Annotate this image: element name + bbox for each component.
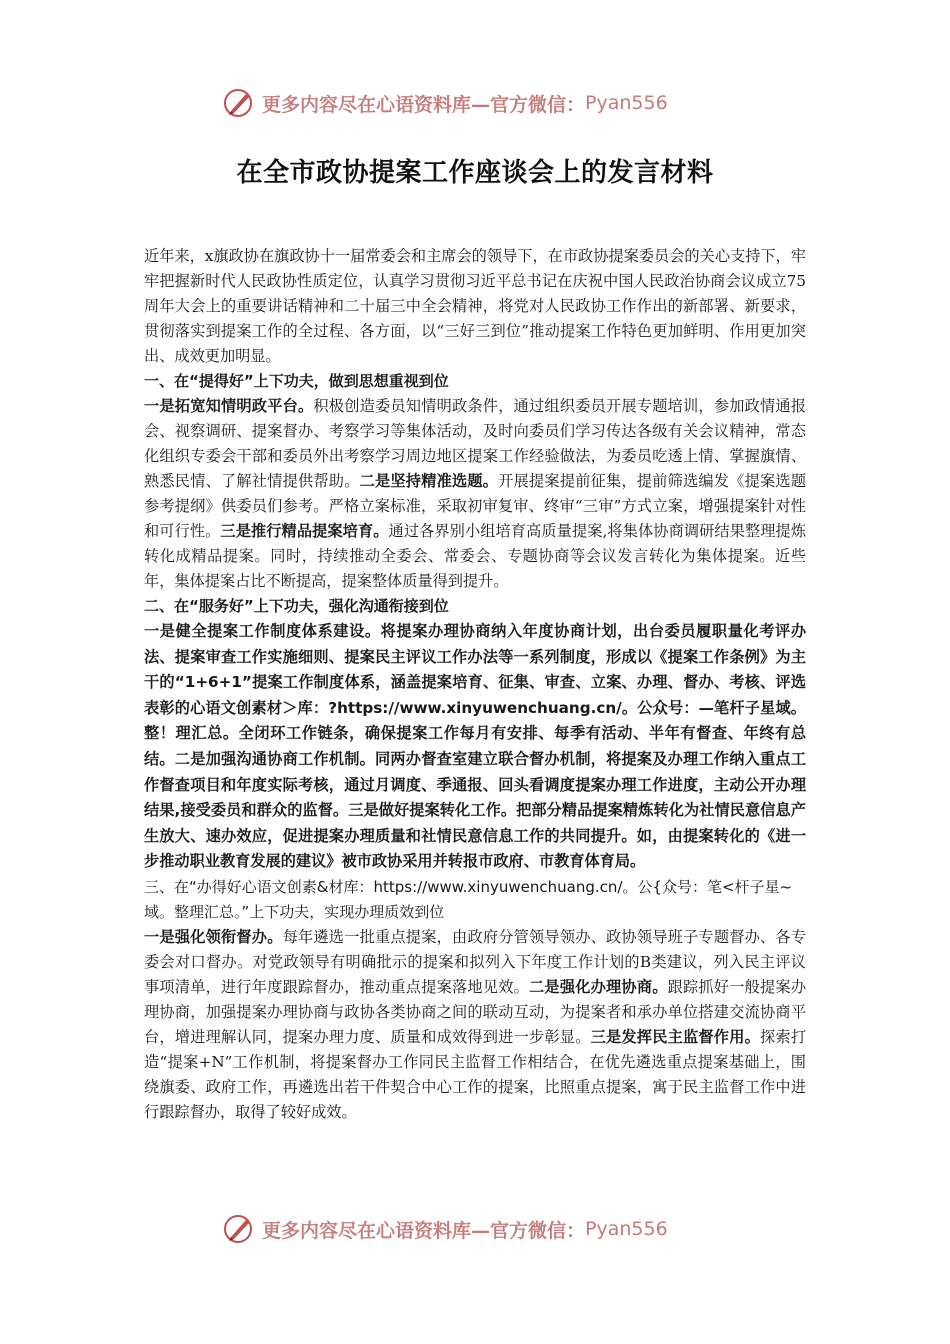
section3-lead-1: 一是强化领衔督办。	[144, 927, 283, 946]
section3-lead-3: 三是发挥民主监督作用。	[590, 1027, 761, 1046]
footer-banner	[222, 1212, 722, 1246]
section2-paragraph: 一是健全提案工作制度体系建设。将提案办理协商纳入年度协商计划，出台委员履职量化考评办法、提案审查工作实施细则、提案民主评议工作办法等一系列制度，形成以《提案工作条例》为主干的“1+6+1”提案工作制度体系，涵盖提案培育、征集、审查、立案、办理、督办、考核、评选表彰的心语文创素材＞库：?https://www.xinyuwenchuang.cn/。公众号：—笔杆子星域。整！理汇总。全闭环工作链条，确保提案工作每月有安排、每季有活动、半年有督查、年终有总结。二是加强沟通协商工作机制。同两办督查室建立联合督办机制，将提案及办理工作纳入重点工作督查项目和年度实际考核，通过月调度、季通报、回头看调度提案办理工作进度，主动公开办理结果,接受委员和群众的监督。三是做好提案转化工作。把部分精品提案精炼转化为社情民意信息产生放大、速办效应，促进提案办理质量和社情民意信息工作的共同提升。如，由提案转化的《进一步推动职业教育发展的建议》被市政协采用并转报市政府、市教育体育局。	[144, 622, 806, 871]
section1-lead-1: 一是拓宽知情明政平台。	[144, 397, 314, 415]
banner-wechat-id: Pyan556	[585, 92, 668, 114]
section3-text-2: 跟踪抓好一般提案办理协商，加强提案办理协商与政协各类协商之间的联动互动，为提案者和承办单位搭建交流协商平台，增进理解认同，提案办理力度、质量和成效得到进一步彰显。	[144, 977, 807, 1046]
intro-paragraph: 近年来，x旗政协在旗政协十一届常委会和主席会的领导下，在市政协提案委员会的关心支持下，牢牢把握新时代人民政协性质定位，认真学习贯彻习近平总书记在庆祝中国人民政治协商会议成立75周年大会上的重要讲话精神和二十届三中全会精神，将党对人民政协工作作出的新部署、新要求，贯彻落实到提案工作的全过程、各方面，以“三好三到位”推动提案工作特色更加鲜明、作用更加突出、成效更加明显。	[144, 247, 806, 365]
header-banner	[222, 86, 722, 120]
section1-text-3: 通过各界别小组培育高质量提案,将集体协商调研结果整理提炼转化成精品提案。同时，持续推动全委会、常委会、专题协商等会议发言转化为集体提案。近些年，集体提案占比不断提高，提案整体质量得到提升。	[144, 522, 807, 590]
banner-text: 更多内容尽在心语资料库—官方微信：	[262, 93, 586, 116]
section3-paragraph	[144, 925, 806, 1125]
banner-wechat-id: Pyan556	[585, 1218, 668, 1240]
section1-lead-2: 二是坚持精准选题。	[359, 472, 499, 490]
pen-logo-icon	[222, 1212, 256, 1246]
section3-text-3: 探索打造“提案+N”工作机制，将提案督办工作同民主监督工作相结合，在优先遴选重点提案基础上，围绕旗委、政府工作，再遴选出若干件契合中心工作的提案，比照重点提案，寓于民主监督工作中进行跟踪督办，取得了较好成效。	[144, 1027, 807, 1121]
section1-lead-3: 三是推行精品提案培育。	[220, 522, 389, 540]
section1-text-2: 开展提案提前征集，提前筛选编发《提案选题参考提纲》供委员们参考。严格立案标准，采取初审复审、终审“三审”方式立案，增强提案针对性和可行性。	[144, 472, 807, 540]
page-title: 在全市政协提案工作座谈会上的发言材料	[236, 158, 714, 188]
section2-heading: 二、在“服务好”上下功夫，强化沟通衔接到位	[144, 597, 449, 615]
section1-paragraph	[144, 394, 806, 594]
banner-text: 更多内容尽在心语资料库—官方微信：	[262, 1219, 586, 1242]
section3-lead-2: 二是强化办理协商。	[529, 977, 668, 996]
section3-text-1: 每年遴选一批重点提案，由政府分管领导领办、政协领导班子专题督办、各专委会对口督办。对党政领导有明确批示的提案和拟列入下年度工作计划的B类建议，列入民主评议事项清单，进行年度跟踪督办，推动重点提案落地见效。	[144, 927, 807, 996]
section1-text-1: 积极创造委员知情明政条件，通过组织委员开展专题培训，参加政情通报会、视察调研、提案督办、考察学习等集体活动，及时向委员们学习传达各级有关会议精神，常态化组织专委会干部和委员外出考察学习周边地区提案工作经验做法，为委员吃透上情、掌握旗情、熟悉民情、了解社情提供帮助。	[144, 397, 807, 490]
section3-heading: 三、在“办得好心语文创素&材库：https://www.xinyuwenchuang.cn/。公{众号：笔<杆子星~域。整理汇总。”上下功夫，实现办理质效到位	[144, 877, 793, 921]
document-body	[144, 244, 806, 1125]
pen-logo-icon	[222, 86, 256, 120]
section1-heading: 一、在“提得好”上下功夫，做到思想重视到位	[144, 372, 449, 390]
